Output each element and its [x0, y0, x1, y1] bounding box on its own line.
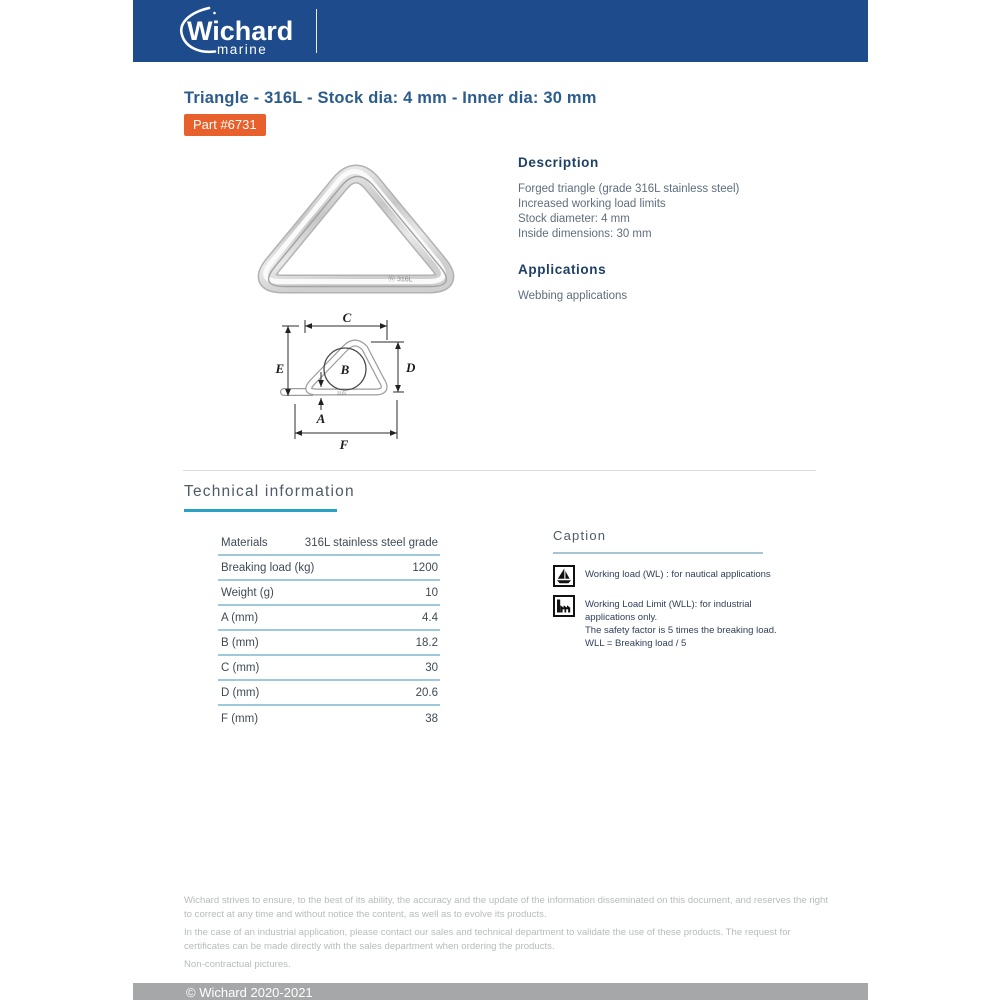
- table-row: [218, 706, 440, 731]
- spec-label: C (mm): [221, 661, 260, 674]
- table-row: [218, 631, 440, 656]
- table-row: [218, 681, 440, 706]
- brand-sub: marine: [217, 42, 268, 57]
- applications-line: Webbing applications: [518, 290, 628, 302]
- spec-value: 316L stainless steel grade: [304, 536, 438, 549]
- dim-label-f: F: [339, 437, 349, 452]
- dim-e: [282, 326, 299, 396]
- caption-text-line: WLL = Breaking load / 5: [585, 638, 687, 649]
- technical-heading: Technical information: [184, 483, 355, 500]
- table-row: [218, 556, 440, 581]
- description-section: [518, 155, 840, 304]
- sailboat-icon: [553, 565, 575, 587]
- caption-item: [553, 595, 803, 650]
- description-line: Increased working load limits: [518, 198, 666, 210]
- spec-value: 10: [425, 586, 438, 599]
- caption-text-line: Working Load Limit (WLL): for industrial applications only.: [585, 599, 752, 623]
- copyright-text: © Wichard 2020-2021: [186, 985, 313, 1000]
- dim-label-c: C: [342, 312, 352, 325]
- description-heading: Description: [518, 155, 599, 170]
- table-row: [218, 606, 440, 631]
- description-line: Forged triangle (grade 316L stainless steel): [518, 183, 740, 195]
- dim-label-e: E: [275, 361, 285, 376]
- table-row: [218, 581, 440, 606]
- dimension-diagram: [275, 312, 451, 452]
- caption-heading-underline: [553, 552, 763, 554]
- applications-heading: Applications: [518, 262, 607, 277]
- legal-disclaimer: [184, 894, 829, 976]
- caption-text-line: The safety factor is 5 times the breaking load.: [585, 625, 777, 636]
- footer-bar: [133, 983, 868, 1000]
- dim-label-a: A: [316, 411, 326, 426]
- spec-label: A (mm): [221, 611, 259, 624]
- dim-label-d: D: [406, 360, 416, 375]
- section-divider: [183, 470, 816, 471]
- header-bar: [133, 0, 868, 62]
- spec-label: Materials: [221, 536, 268, 549]
- spec-label: F (mm): [221, 712, 259, 725]
- spec-label: B (mm): [221, 636, 259, 649]
- product-engraving: Ⓦ 316L: [387, 276, 413, 284]
- technical-heading-underline: [184, 509, 337, 512]
- dim-f: [295, 400, 397, 439]
- brand-name: Wichard: [187, 16, 294, 46]
- diagram-engraving: 316L: [337, 390, 348, 396]
- spec-label: Breaking load (kg): [221, 561, 315, 574]
- factory-icon: [553, 595, 575, 617]
- spec-value: 4.4: [422, 611, 438, 624]
- part-number-badge: Part #6731: [184, 114, 266, 136]
- table-row: [218, 656, 440, 681]
- product-photo-triangle-ring: [241, 142, 471, 304]
- header-divider: [316, 9, 317, 53]
- ring-body: [267, 174, 445, 284]
- datasheet-page: [133, 0, 868, 1000]
- spec-value: 18.2: [415, 636, 438, 649]
- caption-section: [553, 528, 803, 658]
- caption-text-line: Working load (WL) : for nautical applications: [585, 569, 771, 580]
- spec-value: 30: [425, 661, 438, 674]
- legal-paragraph: Wichard strives to ensure, to the best of its ability, the accuracy and the update of the information disseminated on this document, and reserves the right to correct at any time and without notice the content, as well as to evolve its products.: [184, 895, 829, 920]
- caption-heading: Caption: [553, 528, 607, 543]
- legal-paragraph: In the case of an industrial application, please contact our sales and technical department to validate the use of these products. The request for certificates can be made directly with the sales department when ordering the products.: [184, 927, 791, 952]
- spec-value: 38: [425, 712, 438, 725]
- spec-value: 1200: [412, 561, 438, 574]
- caption-item: [553, 565, 803, 587]
- description-line: Inside dimensions: 30 mm: [518, 228, 652, 240]
- table-row: [218, 531, 440, 556]
- spec-label: Weight (g): [221, 586, 274, 599]
- diagram-ring: [281, 343, 385, 395]
- wichard-marine-logo: [175, 4, 315, 58]
- description-line: Stock diameter: 4 mm: [518, 213, 630, 225]
- spec-table: [218, 531, 440, 731]
- page-title: Triangle - 316L - Stock dia: 4 mm - Inner dia: 30 mm: [184, 89, 597, 107]
- legal-paragraph: Non-contractual pictures.: [184, 959, 291, 970]
- logo-registered-dot: [213, 12, 216, 15]
- spec-value: 20.6: [415, 686, 438, 699]
- dim-label-b: B: [340, 362, 350, 377]
- spec-label: D (mm): [221, 686, 260, 699]
